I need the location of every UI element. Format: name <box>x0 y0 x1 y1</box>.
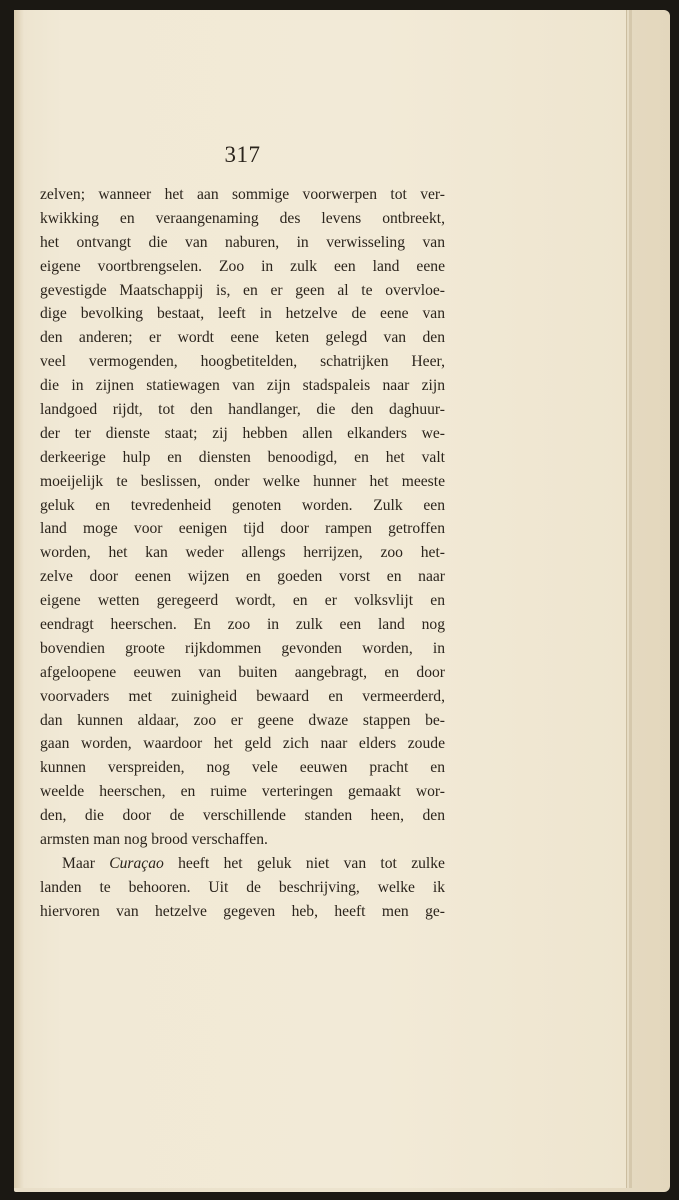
text-line: bovendien groote rijkdommen gevonden worden, in <box>40 639 445 657</box>
text-line: eigene wetten geregeerd wordt, en er volksvlijt en <box>40 592 445 610</box>
text-line: den, die door de verschillende standen heen, den <box>40 807 445 825</box>
text-line: afgeloopene eeuwen van buiten aangebragt, en door <box>40 663 445 681</box>
text-line: kunnen verspreiden, nog vele eeuwen pracht en <box>40 759 445 777</box>
text-line: hiervoren van hetzelve gegeven heb, heeft men ge- <box>40 902 445 920</box>
text-line: voorvaders met zuinigheid bewaard en vermeerderd, <box>40 687 445 705</box>
text-line: zelven; wanneer het aan sommige voorwerpen tot ver- <box>40 186 445 203</box>
text-line: worden, het kan weder allengs herrijzen, zoo het- <box>40 544 445 562</box>
text-line: het ontvangt die van naburen, in verwisseling van <box>40 233 445 251</box>
page-number: 317 <box>224 142 261 167</box>
text-line-paragraph-start <box>40 852 445 876</box>
text-line: der ter dienste staat; zij hebben allen elkanders we- <box>40 424 445 442</box>
text-line: weelde heerschen, en ruime verteringen gemaakt wor- <box>40 783 445 801</box>
page-gutter-shadow <box>14 10 24 1188</box>
text-line: zelve door eenen wijzen en goeden vorst en naar <box>40 568 445 586</box>
text-line: land moge voor eenigen tijd door rampen getroffen <box>40 520 445 538</box>
text-line: eigene voortbrengselen. Zoo in zulk een land eene <box>40 257 445 275</box>
text-line: gevestigde Maatschappij is, en er geen al te overvloe- <box>40 281 445 299</box>
text-line: den anderen; er wordt eene keten gelegd van den <box>40 329 445 347</box>
text-line: landgoed rijdt, tot den handlanger, die den daghuur- <box>40 401 445 419</box>
text-line: die in zijnen statiewagen van zijn stadspaleis naar zijn <box>40 377 445 395</box>
text-line: dige bevolking bestaat, leeft in hetzelve de eene van <box>40 305 445 323</box>
place-name-italic: Curaçao <box>109 854 164 872</box>
text-span: heeft het geluk niet van tot zulke <box>178 854 445 872</box>
body-text <box>40 183 445 924</box>
text-line: landen te behooren. Uit de beschrijving, welke ik <box>40 878 445 896</box>
text-line: geluk en tevredenheid genoten worden. Zulk een <box>40 496 445 514</box>
text-line-paragraph-end: armsten man nog brood verschaffen. <box>40 831 268 849</box>
text-line: gaan worden, waardoor het geld zich naar elders zoude <box>40 735 445 753</box>
text-line: kwikking en veraangenaming des levens ontbreekt, <box>40 209 445 227</box>
text-span: Maar <box>62 854 95 872</box>
text-line: eendragt heerschen. En zoo in zulk een land nog <box>40 616 445 634</box>
text-line: veel vermogenden, hoogbetitelden, schatrijken Heer, <box>40 353 445 371</box>
text-line: moeijelijk te beslissen, onder welke hunner het meeste <box>40 472 445 490</box>
text-line: derkeerige hulp en diensten benoodigd, en het valt <box>40 448 445 466</box>
text-line: dan kunnen aldaar, zoo er geene dwaze stappen be- <box>40 711 445 729</box>
